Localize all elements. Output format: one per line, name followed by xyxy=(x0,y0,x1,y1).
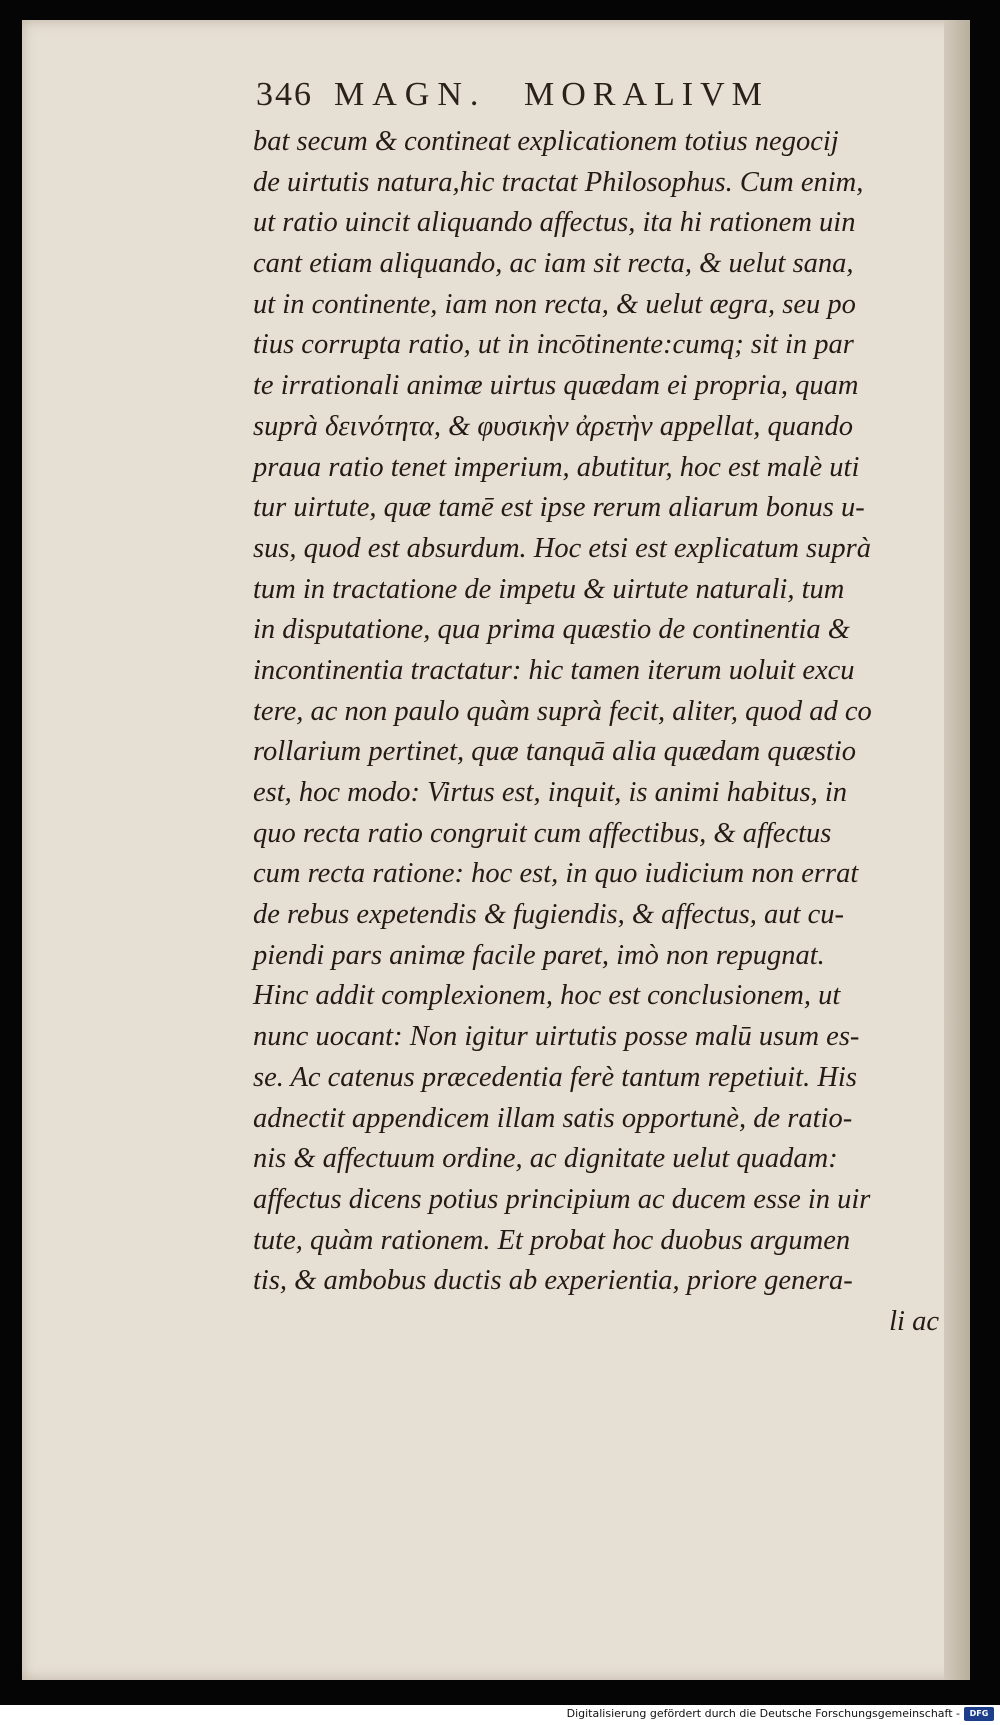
text-line: nis & affectuum ordine, ac dignitate uelut quadam: xyxy=(253,1143,838,1175)
running-head xyxy=(256,76,906,126)
text-line: tere, ac non paulo quàm suprà fecit, aliter, quod ad co xyxy=(253,695,872,727)
dfg-logo: DFG xyxy=(964,1707,994,1721)
body-text xyxy=(253,122,953,1343)
page-number: 346 xyxy=(256,76,313,113)
text-line: in disputatione, qua prima quæstio de continentia & xyxy=(253,614,850,646)
text-line: se. Ac catenus præcedentia ferè tantum repetiuit. His xyxy=(253,1061,857,1093)
text-line: te irrationali animæ uirtus quædam ei propria, quam xyxy=(253,370,859,402)
running-title-part-1: MAGN. xyxy=(334,76,487,113)
text-line: cant etiam aliquando, ac iam sit recta, & uelut sana, xyxy=(253,248,854,280)
text-line: sus, quod est absurdum. Hoc etsi est explicatum suprà xyxy=(253,532,871,564)
catchword: li ac xyxy=(889,1305,939,1337)
text-line: ut ratio uincit aliquando affectus, ita hi rationem uin xyxy=(253,207,856,239)
text-line: nunc uocant: Non igitur uirtutis posse malū usum es- xyxy=(253,1021,860,1053)
text-line: de rebus expetendis & fugiendis, & affectus, aut cu- xyxy=(253,899,844,931)
text-line: rollarium pertinet, quæ tanquā alia quædam quæstio xyxy=(253,736,857,768)
text-line: incontinentia tractatur: hic tamen iterum uoluit excu xyxy=(253,654,855,686)
text-line: piendi pars animæ facile paret, imò non repugnat. xyxy=(253,939,825,971)
text-line: suprà δεινότητα, & φυσικὴν ἀρετὴν appellat, quando xyxy=(253,410,853,442)
running-title-part-2: MORALIVM xyxy=(524,76,769,113)
digitization-footer xyxy=(0,1705,1000,1725)
text-line: adnectit appendicem illam satis opportunè, de ratio- xyxy=(253,1102,853,1134)
text-line: tur uirtute, quæ tamē est ipse rerum aliarum bonus u- xyxy=(253,492,865,524)
text-line: quo recta ratio congruit cum affectibus, & affectus xyxy=(253,817,832,849)
text-line: ut in continente, iam non recta, & uelut ægra, seu po xyxy=(253,288,856,320)
text-line: cum recta ratione: hoc est, in quo iudicium non errat xyxy=(253,858,859,890)
text-line: praua ratio tenet imperium, abutitur, hoc est malè uti xyxy=(253,451,860,483)
text-line: tius corrupta ratio, ut in incōtinente:cumq; sit in par xyxy=(253,329,854,361)
text-line: est, hoc modo: Virtus est, inquit, is animi habitus, in xyxy=(253,777,848,808)
text-line: tis, & ambobus ductis ab experientia, priore genera- xyxy=(253,1265,853,1297)
text-line: tum in tractatione de impetu & uirtute naturali, tum xyxy=(253,573,845,605)
text-line: affectus dicens potius principium ac ducem esse in uir xyxy=(253,1183,871,1215)
text-line: de uirtutis natura,hic tractat Philosophus. Cum enim, xyxy=(253,166,864,198)
text-line: tute, quàm rationem. Et probat hoc duobus argumen xyxy=(253,1224,851,1256)
funding-notice: Digitalisierung gefördert durch die Deutsche Forschungsgemeinschaft - xyxy=(566,1707,960,1720)
text-line: bat secum & contineat explicationem totius negocij xyxy=(253,126,839,157)
text-line: Hinc addit complexionem, hoc est conclusionem, ut xyxy=(253,980,841,1012)
